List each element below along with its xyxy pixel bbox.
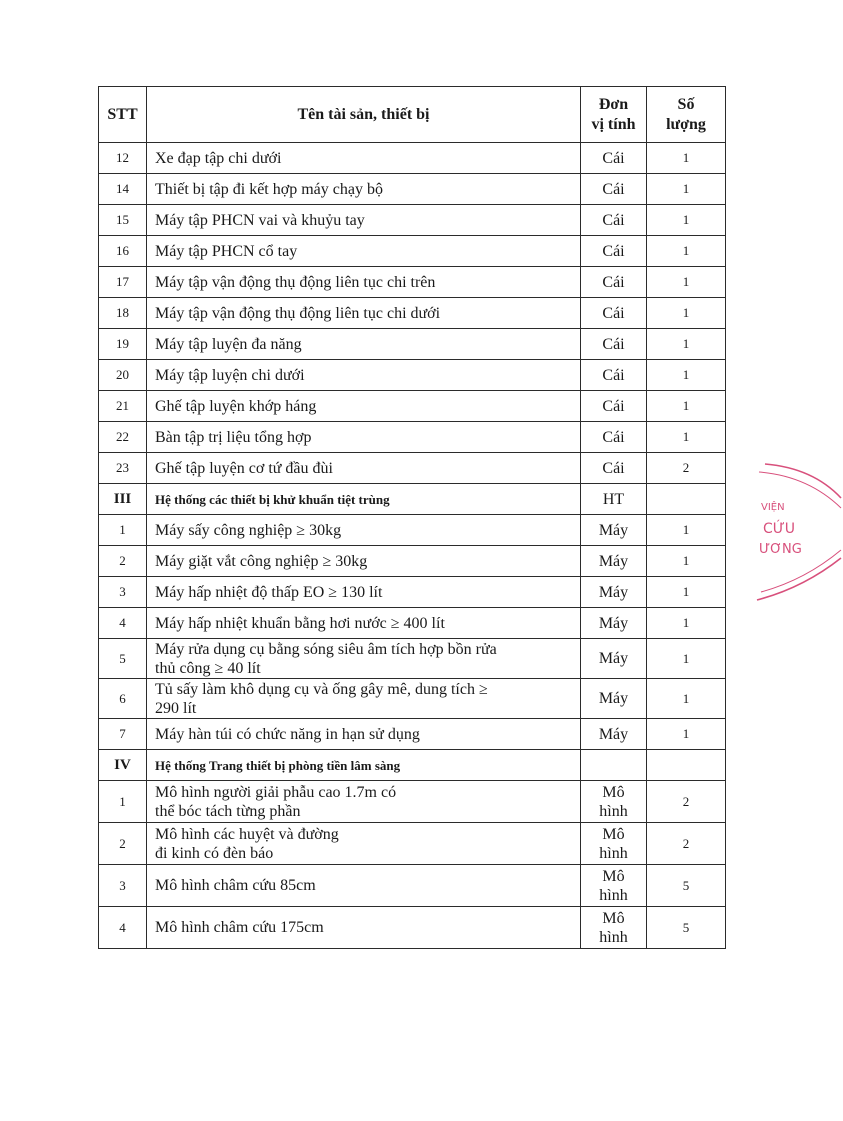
cell-qty: 1 (647, 608, 726, 639)
cell-qty: 1 (647, 360, 726, 391)
cell-qty: 1 (647, 205, 726, 236)
cell-qty: 1 (647, 546, 726, 577)
cell-unit: HT (581, 484, 647, 515)
cell-stt: 17 (99, 267, 147, 298)
cell-name: Máy tập vận động thụ động liên tục chi dưới (147, 298, 581, 329)
cell-name-line1: Máy rửa dụng cụ bằng sóng siêu âm tích hợp bồn rửa (155, 640, 497, 658)
table-row (99, 236, 726, 267)
cell-qty: 1 (647, 267, 726, 298)
cell-stt: 23 (99, 453, 147, 484)
table-row (99, 546, 726, 577)
cell-name-line2: đi kinh có đèn báo (155, 844, 274, 862)
cell-unit: Cái (581, 453, 647, 484)
header-unit (581, 87, 647, 143)
section-row (99, 750, 726, 781)
cell-qty (647, 484, 726, 515)
cell-name-line2: 290 lít (155, 699, 197, 717)
cell-name: Máy tập luyện chi dưới (147, 360, 581, 391)
cell-name: Máy hàn túi có chức năng in hạn sử dụng (147, 719, 581, 750)
cell-unit-line2: hình (599, 802, 628, 820)
header-name: Tên tài sản, thiết bị (147, 87, 581, 143)
cell-name: Ghế tập luyện khớp háng (147, 391, 581, 422)
cell-unit: Máy (581, 577, 647, 608)
cell-name-line1: Mô hình người giải phẫu cao 1.7m có (155, 783, 397, 801)
cell-unit (581, 823, 647, 865)
cell-name: Mô hình châm cứu 85cm (147, 865, 581, 907)
table-row (99, 360, 726, 391)
cell-unit: Cái (581, 422, 647, 453)
cell-name (147, 639, 581, 679)
table-row (99, 391, 726, 422)
cell-qty: 1 (647, 143, 726, 174)
cell-qty: 1 (647, 174, 726, 205)
table-row (99, 422, 726, 453)
cell-name: Máy tập luyện đa năng (147, 329, 581, 360)
cell-name: Máy giặt vắt công nghiệp ≥ 30kg (147, 546, 581, 577)
table-row (99, 267, 726, 298)
cell-unit-line2: hình (599, 928, 628, 946)
cell-stt: 7 (99, 719, 147, 750)
cell-unit: Cái (581, 329, 647, 360)
cell-stt: IV (99, 750, 147, 781)
cell-qty: 1 (647, 422, 726, 453)
cell-name-line1: Tủ sấy làm khô dụng cụ và ống gây mê, dung tích ≥ (155, 680, 488, 698)
cell-name: Máy tập PHCN vai và khuỷu tay (147, 205, 581, 236)
cell-qty: 1 (647, 329, 726, 360)
cell-name: Xe đạp tập chi dưới (147, 143, 581, 174)
cell-name (147, 823, 581, 865)
cell-name: Ghế tập luyện cơ tứ đầu đùi (147, 453, 581, 484)
table-row (99, 174, 726, 205)
table-row (99, 719, 726, 750)
cell-unit: Cái (581, 267, 647, 298)
cell-qty: 1 (647, 298, 726, 329)
section-row (99, 484, 726, 515)
table-row (99, 781, 726, 823)
table-row (99, 577, 726, 608)
cell-qty: 1 (647, 679, 726, 719)
table-row (99, 453, 726, 484)
cell-stt: 5 (99, 639, 147, 679)
cell-name: Máy tập vận động thụ động liên tục chi trên (147, 267, 581, 298)
cell-name: Máy sấy công nghiệp ≥ 30kg (147, 515, 581, 546)
table-row (99, 865, 726, 907)
cell-stt: 12 (99, 143, 147, 174)
cell-name: Máy hấp nhiệt khuẩn bằng hơi nước ≥ 400 lít (147, 608, 581, 639)
cell-name-line2: thể bóc tách từng phần (155, 802, 301, 820)
table-row (99, 639, 726, 679)
table-row (99, 907, 726, 949)
table-row (99, 515, 726, 546)
cell-stt: 3 (99, 865, 147, 907)
table-row (99, 143, 726, 174)
cell-stt: 19 (99, 329, 147, 360)
cell-stt: 3 (99, 577, 147, 608)
cell-unit: Cái (581, 236, 647, 267)
cell-unit: Cái (581, 205, 647, 236)
cell-unit: Cái (581, 143, 647, 174)
header-stt: STT (99, 87, 147, 143)
cell-name: Hệ thống các thiết bị khử khuẩn tiệt trùng (147, 484, 581, 515)
cell-qty: 2 (647, 453, 726, 484)
cell-name: Thiết bị tập đi kết hợp máy chạy bộ (147, 174, 581, 205)
cell-unit: Cái (581, 174, 647, 205)
cell-stt: 15 (99, 205, 147, 236)
cell-name: Máy hấp nhiệt độ thấp EO ≥ 130 lít (147, 577, 581, 608)
cell-name (147, 781, 581, 823)
cell-name: Máy tập PHCN cổ tay (147, 236, 581, 267)
table-body (99, 143, 726, 949)
cell-unit: Cái (581, 360, 647, 391)
cell-stt: 16 (99, 236, 147, 267)
header-qty (647, 87, 726, 143)
equipment-table (98, 86, 726, 949)
cell-qty: 1 (647, 639, 726, 679)
cell-qty: 1 (647, 577, 726, 608)
cell-qty: 5 (647, 907, 726, 949)
cell-stt: 21 (99, 391, 147, 422)
header-unit-line2: vị tính (591, 115, 636, 133)
header-qty-line2: lượng (666, 115, 706, 133)
cell-unit: Máy (581, 546, 647, 577)
cell-unit: Máy (581, 608, 647, 639)
cell-name (147, 679, 581, 719)
cell-stt: 20 (99, 360, 147, 391)
cell-qty: 1 (647, 391, 726, 422)
cell-qty: 2 (647, 823, 726, 865)
cell-qty: 1 (647, 515, 726, 546)
red-seal-stamp (753, 458, 843, 608)
cell-unit (581, 781, 647, 823)
table-row (99, 298, 726, 329)
cell-unit-line1: Mô (602, 825, 625, 843)
cell-stt: 4 (99, 608, 147, 639)
cell-name: Bàn tập trị liệu tổng hợp (147, 422, 581, 453)
table-row (99, 608, 726, 639)
cell-stt: 2 (99, 546, 147, 577)
table-row (99, 329, 726, 360)
cell-stt: 14 (99, 174, 147, 205)
cell-stt: 22 (99, 422, 147, 453)
cell-qty: 2 (647, 781, 726, 823)
cell-qty: 1 (647, 236, 726, 267)
header-unit-line1: Đơn (598, 95, 629, 113)
cell-unit (581, 750, 647, 781)
table-row (99, 823, 726, 865)
cell-unit-line2: hình (599, 886, 628, 904)
cell-unit: Máy (581, 679, 647, 719)
stamp-text-3: ƯƠNG (759, 542, 802, 557)
cell-unit: Cái (581, 391, 647, 422)
cell-unit-line1: Mô (602, 867, 625, 885)
cell-stt: 1 (99, 781, 147, 823)
table-row (99, 205, 726, 236)
cell-stt: 4 (99, 907, 147, 949)
cell-stt: 18 (99, 298, 147, 329)
cell-qty: 5 (647, 865, 726, 907)
cell-stt: III (99, 484, 147, 515)
cell-unit-line1: Mô (602, 783, 625, 801)
cell-unit (581, 865, 647, 907)
cell-unit-line2: hình (599, 844, 628, 862)
stamp-text-2: CỨU (763, 521, 796, 537)
table-row (99, 679, 726, 719)
header-qty-line1: Số (677, 95, 695, 113)
cell-name-line1: Mô hình các huyệt và đường (155, 825, 339, 843)
cell-stt: 6 (99, 679, 147, 719)
cell-unit: Máy (581, 639, 647, 679)
cell-qty (647, 750, 726, 781)
cell-stt: 2 (99, 823, 147, 865)
table-header-row (99, 87, 726, 143)
cell-stt: 1 (99, 515, 147, 546)
cell-qty: 1 (647, 719, 726, 750)
cell-name: Mô hình châm cứu 175cm (147, 907, 581, 949)
cell-unit: Cái (581, 298, 647, 329)
cell-unit-line1: Mô (602, 909, 625, 927)
stamp-text-1: VIỆN (761, 502, 785, 513)
cell-name-line2: thủ công ≥ 40 lít (155, 659, 261, 677)
cell-unit: Máy (581, 515, 647, 546)
cell-unit (581, 907, 647, 949)
cell-name: Hệ thống Trang thiết bị phòng tiền lâm sàng (147, 750, 581, 781)
cell-unit: Máy (581, 719, 647, 750)
